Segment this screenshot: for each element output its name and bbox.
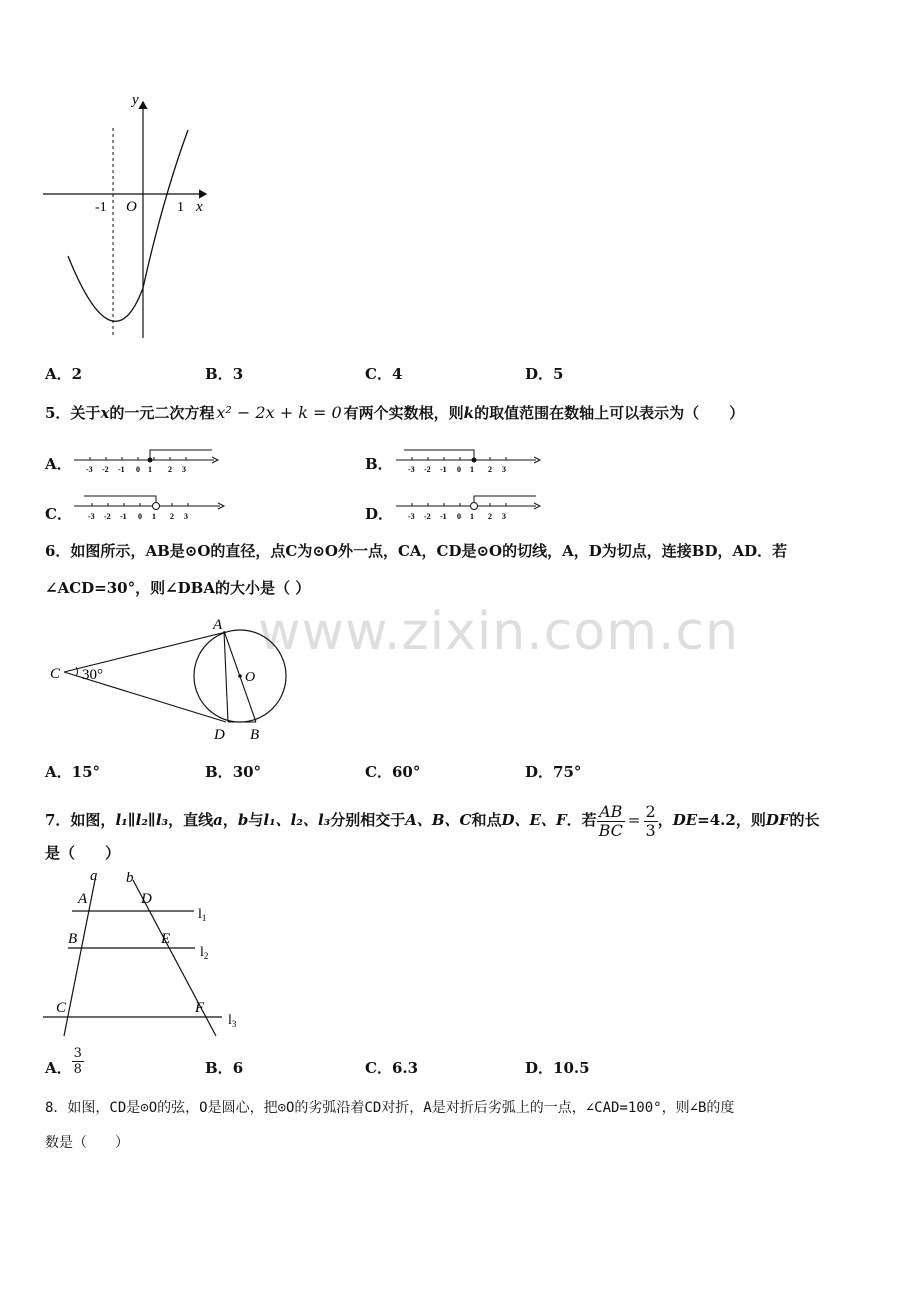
- q7-option-a-fraction: $\frac{3}{8}$: [73, 1046, 82, 1077]
- svg-text:3: 3: [184, 512, 188, 521]
- y-label: y: [132, 92, 139, 108]
- label-o: O: [245, 670, 256, 685]
- svg-text:3: 3: [182, 465, 186, 474]
- svg-text:-2: -2: [102, 465, 109, 474]
- label-D: D: [141, 891, 152, 907]
- svg-text:-3: -3: [88, 512, 95, 521]
- tangent-ca: [64, 632, 226, 672]
- svg-text:2: 2: [168, 465, 172, 474]
- svg-text:0: 0: [138, 512, 142, 521]
- one-label: 1: [177, 200, 184, 215]
- q4-option-a[interactable]: A．2: [45, 365, 83, 383]
- svg-text:-3: -3: [408, 465, 415, 474]
- label-b-line: b: [126, 870, 134, 886]
- x-label: x: [196, 199, 203, 215]
- q6-circle-tangent-figure: [46, 612, 296, 744]
- label-l1: $l_1$: [198, 907, 207, 923]
- svg-text:-1: -1: [440, 512, 447, 521]
- q5-option-b[interactable]: B．: [365, 455, 393, 473]
- q7-option-a[interactable]: A． $\frac{3}{8}$: [45, 1046, 82, 1077]
- q6-stem-line1: 6．如图所示，AB是⊙O的直径，点C为⊙O外一点，CA，CD是⊙O的切线，A，D为切点，连接BD，AD．若: [45, 542, 788, 560]
- svg-text:1: 1: [152, 512, 156, 521]
- q5-numberline-a: [72, 444, 222, 474]
- label-C: C: [56, 1000, 67, 1016]
- svg-text:2: 2: [488, 465, 492, 474]
- q5-option-c[interactable]: C．: [45, 505, 72, 523]
- q7-parallel-lines-figure: [40, 866, 250, 1038]
- q8-stem-line2: 数是（ ）: [45, 1135, 129, 1151]
- q7-option-d[interactable]: D．10.5: [525, 1059, 590, 1077]
- q6-stem-line2: ∠ACD=30°，则∠DBA的大小是（ ）: [45, 579, 311, 597]
- q7-option-b[interactable]: B．6: [205, 1059, 244, 1077]
- svg-text:1: 1: [470, 465, 474, 474]
- label-F: F: [195, 1000, 205, 1016]
- q4-option-b[interactable]: B．3: [205, 365, 244, 383]
- q6-option-a[interactable]: A．15°: [45, 763, 101, 781]
- q8-stem-line1: 8．如图，CD是⊙O的弦，O是圆心，把⊙O的劣弧沿着CD对折，A是对折后劣弧上的一点，∠CAD=100°，则∠B的度: [45, 1100, 735, 1116]
- neg-one-label: -1: [95, 200, 107, 215]
- q5-stem: 5．关于x的一元二次方程 x² − 2x + k = 0 有两个实数根，则k的取值范围在数轴上可以表示为（ ）: [45, 403, 745, 422]
- q4-option-c[interactable]: C．4: [365, 365, 403, 383]
- segment-ad: [224, 631, 228, 722]
- parabola-curve: [68, 130, 188, 321]
- q5-option-a[interactable]: A．: [45, 455, 72, 473]
- svg-text:-2: -2: [104, 512, 111, 521]
- q5-numberline-c: [72, 490, 232, 522]
- svg-text:1: 1: [148, 465, 152, 474]
- q6-option-b[interactable]: B．30°: [205, 763, 262, 781]
- svg-text:1: 1: [470, 512, 474, 521]
- svg-text:2: 2: [170, 512, 174, 521]
- q6-option-c[interactable]: C．60°: [365, 763, 421, 781]
- label-b: B: [250, 727, 260, 743]
- origin-label: O: [126, 199, 137, 215]
- watermark: www.zixin.com.cn: [258, 602, 739, 662]
- label-c: C: [50, 666, 61, 682]
- svg-text:-1: -1: [440, 465, 447, 474]
- svg-text:-1: -1: [118, 465, 125, 474]
- svg-text:-3: -3: [408, 512, 415, 521]
- svg-text:3: 3: [502, 512, 506, 521]
- svg-text:-1: -1: [120, 512, 127, 521]
- q7-fraction-ab-bc: $\frac{AB}{BC}$: [598, 801, 623, 840]
- q5-numberline-d: [394, 490, 544, 522]
- svg-text:0: 0: [457, 465, 461, 474]
- q4-option-d[interactable]: D．5: [525, 365, 564, 383]
- svg-text:3: 3: [502, 465, 506, 474]
- svg-text:-2: -2: [424, 512, 431, 521]
- label-d: D: [214, 727, 225, 743]
- q7-stem-line1: 7．如图，l₁∥l₂∥l₃，直线a，b与l₁、l₂、l₃分别相交于A、B、C和点D、E、F．若 $\frac{AB}{BC}$ = $\frac{2}{3}$ ，DE=4.2，则DF的长: [45, 801, 820, 840]
- q6-option-d[interactable]: D．75°: [525, 763, 582, 781]
- label-a: A: [213, 617, 223, 633]
- q5-equation: x² − 2x + k = 0: [216, 403, 342, 422]
- svg-text:0: 0: [136, 465, 140, 474]
- label-a-line: a: [90, 868, 98, 884]
- q4-parabola-graph: [38, 88, 218, 346]
- q7-stem-line2: 是（ ）: [45, 844, 121, 862]
- label-E: E: [161, 931, 171, 947]
- q5-option-d[interactable]: D．: [365, 505, 394, 523]
- q7-option-c[interactable]: C．6.3: [365, 1059, 419, 1077]
- label-l3: $l_3$: [228, 1013, 237, 1029]
- label-angle: 30°: [82, 667, 103, 683]
- svg-text:2: 2: [488, 512, 492, 521]
- label-l2: $l_2$: [200, 945, 209, 961]
- label-A: A: [78, 891, 88, 907]
- svg-text:-2: -2: [424, 465, 431, 474]
- svg-text:-3: -3: [86, 465, 93, 474]
- label-B: B: [68, 931, 78, 947]
- svg-text:0: 0: [457, 512, 461, 521]
- q5-numberline-b: [394, 444, 544, 474]
- q7-fraction-2-3: $\frac{2}{3}$: [645, 801, 656, 840]
